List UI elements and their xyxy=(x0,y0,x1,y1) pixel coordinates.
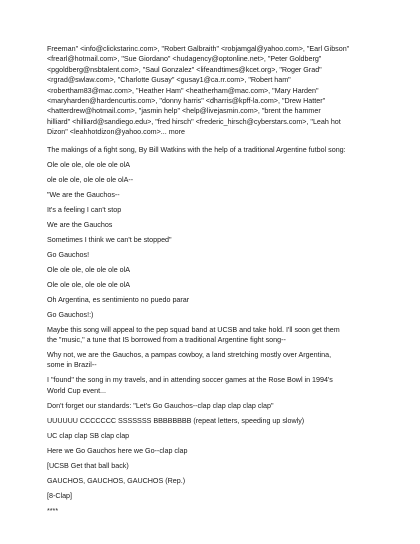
text-line: **** xyxy=(47,506,59,515)
recipient-line: Freeman" <info@clickstarinc.com>, "Robert Galbraith" <robjamgal@yahoo.com>, "Earl Gibson" xyxy=(47,45,350,53)
text-line: ole ole ole, ole ole ole olA-- xyxy=(47,175,134,184)
text-line: Why not, we are the Gauchos, a pampas cowboy, a land stretching mostly over Argentina, some in Brazil-- xyxy=(47,351,332,370)
text-line: The makings of a fight song, By Bill Watkins with the help of a traditional Argentine futbol song: xyxy=(47,145,346,154)
text-line: Don't forget our standards: "Let's Go Gauchos--clap clap clap clap clap" xyxy=(47,401,274,410)
text-line: GAUCHOS, GAUCHOS, GAUCHOS (Rep.) xyxy=(47,476,186,485)
text-line: Ole ole ole, ole ole ole olA xyxy=(47,265,130,274)
recipient-list xyxy=(47,44,377,138)
recipient-line: <rgrad@swlaw.com>, "Charlotte Gusay" <gusay1@ca.rr.com>, "Robert ham" xyxy=(47,76,291,85)
text-line: [UCSB Get that ball back) xyxy=(47,461,129,470)
section-spacer xyxy=(47,138,377,145)
recipient-line: <robertham83@mac.com>, "Heather Ham" <heatherham@mac.com>, "Mary Harden" xyxy=(47,86,319,95)
recipient-line: <frearl@hotmail.com>, "Sue Giordano" <hudagency@optonline.net>, "Peter Goldberg" xyxy=(47,55,322,64)
recipient-line: <pgoldberg@nsbtalent.com>, "Saul Gonzalez" <lifeandtimes@kcet.org>, "Roger Grad" xyxy=(47,65,322,74)
text-line: Go Gauchos! xyxy=(47,250,90,259)
song-text xyxy=(47,145,377,517)
text-line: We are the Gauchos xyxy=(47,220,113,229)
recipient-line: Dizon" <leahhotdizon@yahoo.com>... more xyxy=(47,128,185,137)
text-line: Maybe this song will appeal to the pep squad band at UCSB and take hold. I'll soon get them the "music," a tune that IS borrowed from a traditional Argentine fight song-- xyxy=(47,325,340,345)
text-line: Oh Argentina, es sentimiento no puedo parar xyxy=(47,295,190,304)
text-line: I "found" the song in my travels, and in attending soccer games at the Rose Bowl in 1994's World Cup event... xyxy=(47,376,333,395)
recipient-line: hilliard" <hilliard@sandiego.edu>, "fred hirsch" <frederic_hirsch@cyberstars.com>, "Leah hot xyxy=(47,117,341,126)
recipient-line: <maryharden@hardencurtis.com>, "donny harris" <dharris@kpff-la.com>, "Drew Hatter" xyxy=(47,97,326,106)
text-line: "We are the Gauchos-- xyxy=(47,190,120,199)
text-line: [8-Clap] xyxy=(47,491,73,500)
text-line: It's a feeling I can't stop xyxy=(47,205,122,214)
text-line: Go Gauchos!:) xyxy=(47,310,94,319)
recipient-line: <hatterdrew@hotmail.com>, "jasmin help" <help@livejasmin.com>, "brent the hammer xyxy=(47,107,321,116)
text-line: UUUUUU CCCCCCC SSSSSSS BBBBBBBB (repeat letters, speeding up slowly) xyxy=(47,416,305,425)
text-line: Ole ole ole, ole ole ole olA xyxy=(47,160,130,169)
text-line: Sometimes I think we can't be stopped" xyxy=(47,235,172,244)
text-line: Here we Go Gauchos here we Go--clap clap xyxy=(47,446,188,455)
text-line: Ole ole ole, ole ole ole olA xyxy=(47,280,130,289)
text-line: UC clap clap SB clap clap xyxy=(47,431,130,440)
document-page xyxy=(47,44,377,521)
